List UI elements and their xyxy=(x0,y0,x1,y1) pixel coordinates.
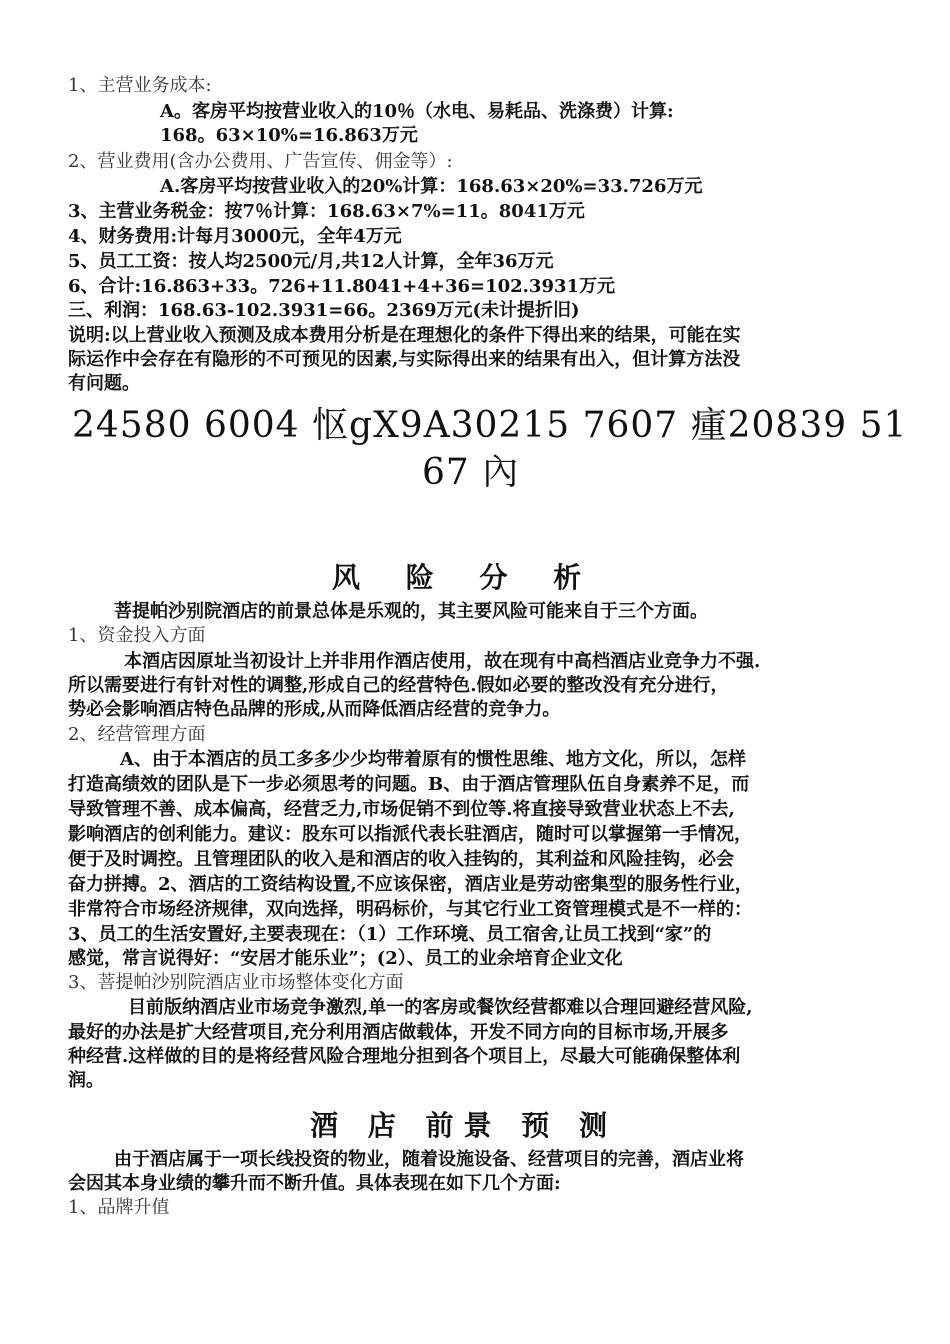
outlook-line-2: 会因其本身业绩的攀升而不断升值。具体表现在如下几个方面: xyxy=(68,1173,561,1194)
cost-item-6: 6、合计:16.863+33。726+11.8041+4+36=102.3931万元 xyxy=(68,276,616,297)
risk-s2-line-5: 便于及时调控。且管理团队的收入是和酒店的收入挂钩的，其利益和风险挂钩，必会 xyxy=(68,849,734,870)
risk-s3-line-2: 最好的办法是扩大经营项目,充分利用酒店做载体，开发不同方向的目标市场,开展多 xyxy=(68,1022,729,1043)
note-line-2: 际运作中会存在有隐形的不可预见的因素,与实际得出来的结果有出入，但计算方法没 xyxy=(68,349,741,370)
cost-item-1: 1、主营业务成本: xyxy=(68,75,212,96)
risk-s2-line-9: 感觉，常言说得好：“安居才能乐业”；(2）、员工的业余培育企业文化 xyxy=(68,948,623,969)
note-line-3: 有问题。 xyxy=(68,373,140,394)
risk-s1-line-3: 势必会影响酒店特色品牌的形成,从而降低酒店经营的竞争力。 xyxy=(68,699,561,720)
risk-s2-line-8: 3、员工的生活安置好,主要表现在：（1）工作环境、员工宿舍,让员工找到“家”的 xyxy=(68,924,712,945)
risk-s2-line-4: 影响酒店的创利能力。建议：股东可以指派代表长驻酒店，随时可以掌握第一手情况， xyxy=(68,824,752,845)
outlook-line-1: 由于酒店属于一项长线投资的物业，随着设施设备、经营项目的完善，酒店业将 xyxy=(114,1149,744,1170)
risk-s1-line-2: 所以需要进行有针对性的调整,形成自己的经营特色.假如必要的整改没有充分进行， xyxy=(68,675,729,696)
risk-s2-line-1: A、由于本酒店的员工多多少少均带着原有的惯性思维、地方文化，所以，怎样 xyxy=(120,749,746,770)
note-line-1: 说明:以上营业收入预测及成本费用分析是在理想化的条件下得出来的结果，可能在实 xyxy=(68,325,741,346)
garbled-line-1: 24580 6004 怄gX9A30215 7607 瘇20839 51 xyxy=(72,405,908,446)
risk-s3-line-1: 目前版纳酒店业市场竞争激烈,单一的客房或餐饮经营都难以合理回避经营风险, xyxy=(128,997,753,1018)
risk-section-1-title: 1、资金投入方面 xyxy=(68,625,206,646)
risk-intro: 菩提帕沙别院酒店的前景总体是乐观的，其主要风险可能来自于三个方面。 xyxy=(114,601,708,622)
profit-line: 三、利润：168.63-102.3931=66。2369万元(未计提折旧) xyxy=(68,300,580,321)
cost-item-2a: A.客房平均按营业收入的20%计算：168.63×20%=33.726万元 xyxy=(160,176,703,197)
risk-s2-line-6: 奋力拼搏。2、酒店的工资结构设置,不应该保密，酒店业是劳动密集型的服务性行业， xyxy=(68,874,753,895)
risk-section-2-title: 2、经营管理方面 xyxy=(68,724,206,745)
cost-item-2: 2、营业费用(含办公费用、广告宣传、佣金等）: xyxy=(68,151,453,172)
risk-s2-line-3: 导致管理不善、成本偏高，经营乏力,市场促销不到位等.将直接导致营业状态上不去, xyxy=(68,799,735,820)
garbled-line-2: 67 內 xyxy=(422,452,520,493)
cost-item-1a: A。客房平均按营业收入的10％（水电、易耗品、洗涤费）计算: xyxy=(160,101,674,122)
risk-heading: 风 险 分 析 xyxy=(332,561,600,594)
cost-item-3: 3、主营业务税金：按7％计算：168.63×7%=11。8041万元 xyxy=(68,201,585,222)
cost-item-5: 5、员工工资：按人均2500元/月,共12人计算，全年36万元 xyxy=(68,251,554,272)
risk-s2-line-2: 打造高绩效的团队是下一步必须思考的问题。B、由于酒店管理队伍自身素养不足，而 xyxy=(68,774,750,795)
cost-item-1b: 168。63×10%=16.863万元 xyxy=(160,125,418,146)
risk-section-3-title: 3、菩提帕沙别院酒店业市场整体变化方面 xyxy=(68,972,404,993)
risk-s3-line-4: 润。 xyxy=(68,1070,104,1091)
risk-s1-line-1: 本酒店因原址当初设计上并非用作酒店使用，故在现有中高档酒店业竞争力不强. xyxy=(124,651,761,672)
risk-s3-line-3: 种经营.这样做的目的是将经营风险合理地分担到各个项目上，尽最大可能确保整体利 xyxy=(68,1046,741,1067)
risk-s2-line-7: 非常符合市场经济规律，双向选择，明码标价，与其它行业工资管理模式是不一样的： xyxy=(68,899,752,920)
outlook-heading: 酒 店 前景 预 测 xyxy=(310,1109,617,1142)
cost-item-4: 4、财务费用:计每月3000元，全年4万元 xyxy=(68,226,402,247)
outlook-section-1-title: 1、品牌升值 xyxy=(68,1197,170,1218)
